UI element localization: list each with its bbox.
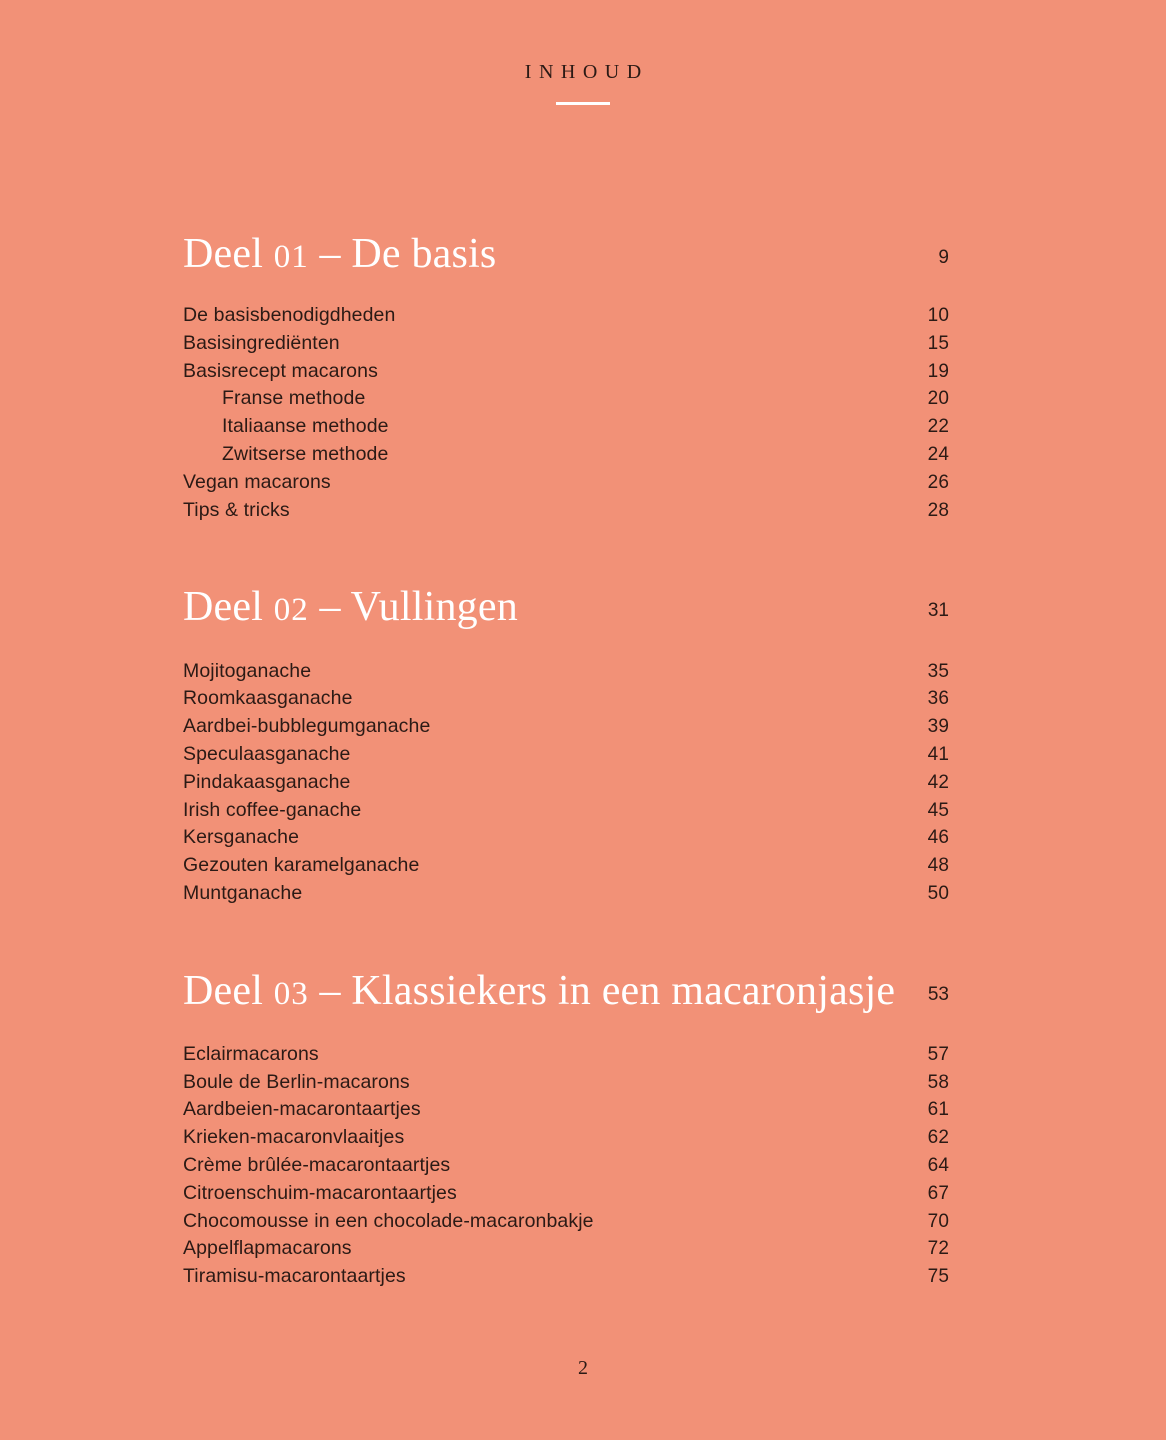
list-item[interactable] [183,1180,949,1208]
entry-label: Aardbeien-macarontaartjes [183,1098,421,1121]
section-page-number-1: 9 [938,247,949,268]
section-title-dash: – [319,231,341,277]
entry-page: 58 [927,1071,949,1093]
list-item[interactable] [183,797,949,825]
list-item[interactable] [183,741,949,769]
section-title-name: Klassiekers in een macaronjasje [351,967,896,1014]
entry-page: 64 [927,1155,949,1177]
section-title-number: 03 [273,975,309,1012]
list-item[interactable] [183,497,949,525]
list-item[interactable] [183,880,949,908]
toc-section-2 [183,585,949,907]
entry-page: 48 [927,855,949,877]
entry-page: 35 [927,660,949,682]
entry-page: 75 [927,1266,949,1288]
list-item[interactable] [183,1041,949,1069]
entry-label: Speculaasganache [183,742,351,765]
section-title-prefix: Deel [183,584,264,631]
section-title-2 [183,585,518,629]
entry-label: Boule de Berlin-macarons [183,1070,410,1093]
section-title-number: 02 [273,592,309,629]
entry-label: Aardbei-bubblegumganache [183,715,431,738]
section-page-number-2: 31 [927,600,949,622]
list-item[interactable] [183,1124,949,1152]
entry-list-3 [183,1041,949,1291]
entry-page: 42 [927,771,949,793]
entry-page: 19 [927,360,949,382]
toc-section-3 [183,969,949,1291]
entry-page: 36 [927,688,949,710]
entry-label: Kersganache [183,826,300,849]
entry-page: 24 [927,444,949,466]
entry-label: Irish coffee-ganache [183,798,362,821]
entry-label: Basisrecept macarons [183,359,378,382]
table-of-contents [183,232,949,1291]
section-header-3[interactable] [183,969,949,1013]
entry-label: Appelflapmacarons [183,1237,352,1260]
entry-label: Vegan macarons [183,470,331,493]
section-title-dash: – [319,967,341,1014]
list-item[interactable] [183,330,949,358]
entry-list-2 [183,658,949,908]
list-item[interactable] [183,1208,949,1236]
entry-label: Zwitserse methode [222,443,389,466]
entry-label: Eclairmacarons [183,1042,319,1065]
entry-label: Pindakaasganache [183,770,351,793]
section-title-prefix: Deel [183,967,264,1014]
section-header-1[interactable] [183,232,949,276]
section-title-3 [183,969,895,1013]
title-underline-rule [556,102,610,105]
list-item[interactable] [183,469,949,497]
entry-page: 45 [927,799,949,821]
list-item[interactable] [183,1263,949,1291]
list-item-sub[interactable] [183,385,949,413]
entry-page: 26 [927,471,949,493]
entry-page: 57 [927,1043,949,1065]
entry-page: 41 [927,743,949,765]
entry-label: Crème brûlée-macarontaartjes [183,1154,451,1177]
section-header-2[interactable] [183,585,949,629]
entry-page: 62 [927,1127,949,1149]
list-item[interactable] [183,824,949,852]
entry-label: Krieken-macaronvlaaitjes [183,1126,405,1149]
entry-label: Italiaanse methode [222,415,389,438]
section-title-1 [183,232,496,276]
list-item-sub[interactable] [183,413,949,441]
list-item-sub[interactable] [183,441,949,469]
list-item[interactable] [183,685,949,713]
section-title-name: De basis [351,231,497,277]
entry-page: 46 [927,827,949,849]
entry-page: 50 [927,882,949,904]
entry-page: 70 [927,1210,949,1232]
list-item[interactable] [183,1235,949,1263]
entry-label: Tips & tricks [183,498,290,521]
entry-label: Roomkaasganache [183,687,353,710]
entry-page: 22 [927,416,949,438]
section-page-number-3: 53 [927,983,949,1005]
section-title-name: Vullingen [350,584,518,631]
entry-label: Chocomousse in een chocolade-macaronbakje [183,1209,594,1232]
entry-label: Franse methode [222,387,366,410]
list-item[interactable] [183,1152,949,1180]
toc-section-1 [183,232,949,524]
entry-page: 15 [927,332,949,354]
page-title: INHOUD [524,61,649,83]
section-title-prefix: Deel [183,231,264,277]
folio-page-number: 2 [578,1357,588,1379]
entry-label: Citroenschuim-macarontaartjes [183,1181,457,1204]
masthead [0,62,1166,105]
entry-page: 20 [927,388,949,410]
section-title-number: 01 [273,239,309,275]
list-item[interactable] [183,769,949,797]
section-title-dash: – [319,584,341,631]
entry-label: De basisbenodigdheden [183,304,396,327]
list-item[interactable] [183,358,949,386]
list-item[interactable] [183,658,949,686]
list-item[interactable] [183,1096,949,1124]
entry-page: 72 [927,1238,949,1260]
entry-label: Muntganache [183,881,303,904]
entry-label: Basisingrediënten [183,331,340,354]
list-item[interactable] [183,713,949,741]
entry-label: Mojitoganache [183,659,312,682]
list-item[interactable] [183,302,949,330]
entry-page: 67 [927,1182,949,1204]
entry-list-1 [183,302,949,524]
entry-page: 10 [927,305,949,327]
list-item[interactable] [183,1069,949,1097]
entry-page: 28 [927,499,949,521]
entry-label: Tiramisu-macarontaartjes [183,1265,406,1288]
list-item[interactable] [183,852,949,880]
entry-page: 39 [927,716,949,738]
entry-page: 61 [927,1099,949,1121]
entry-label: Gezouten karamelganache [183,854,420,877]
